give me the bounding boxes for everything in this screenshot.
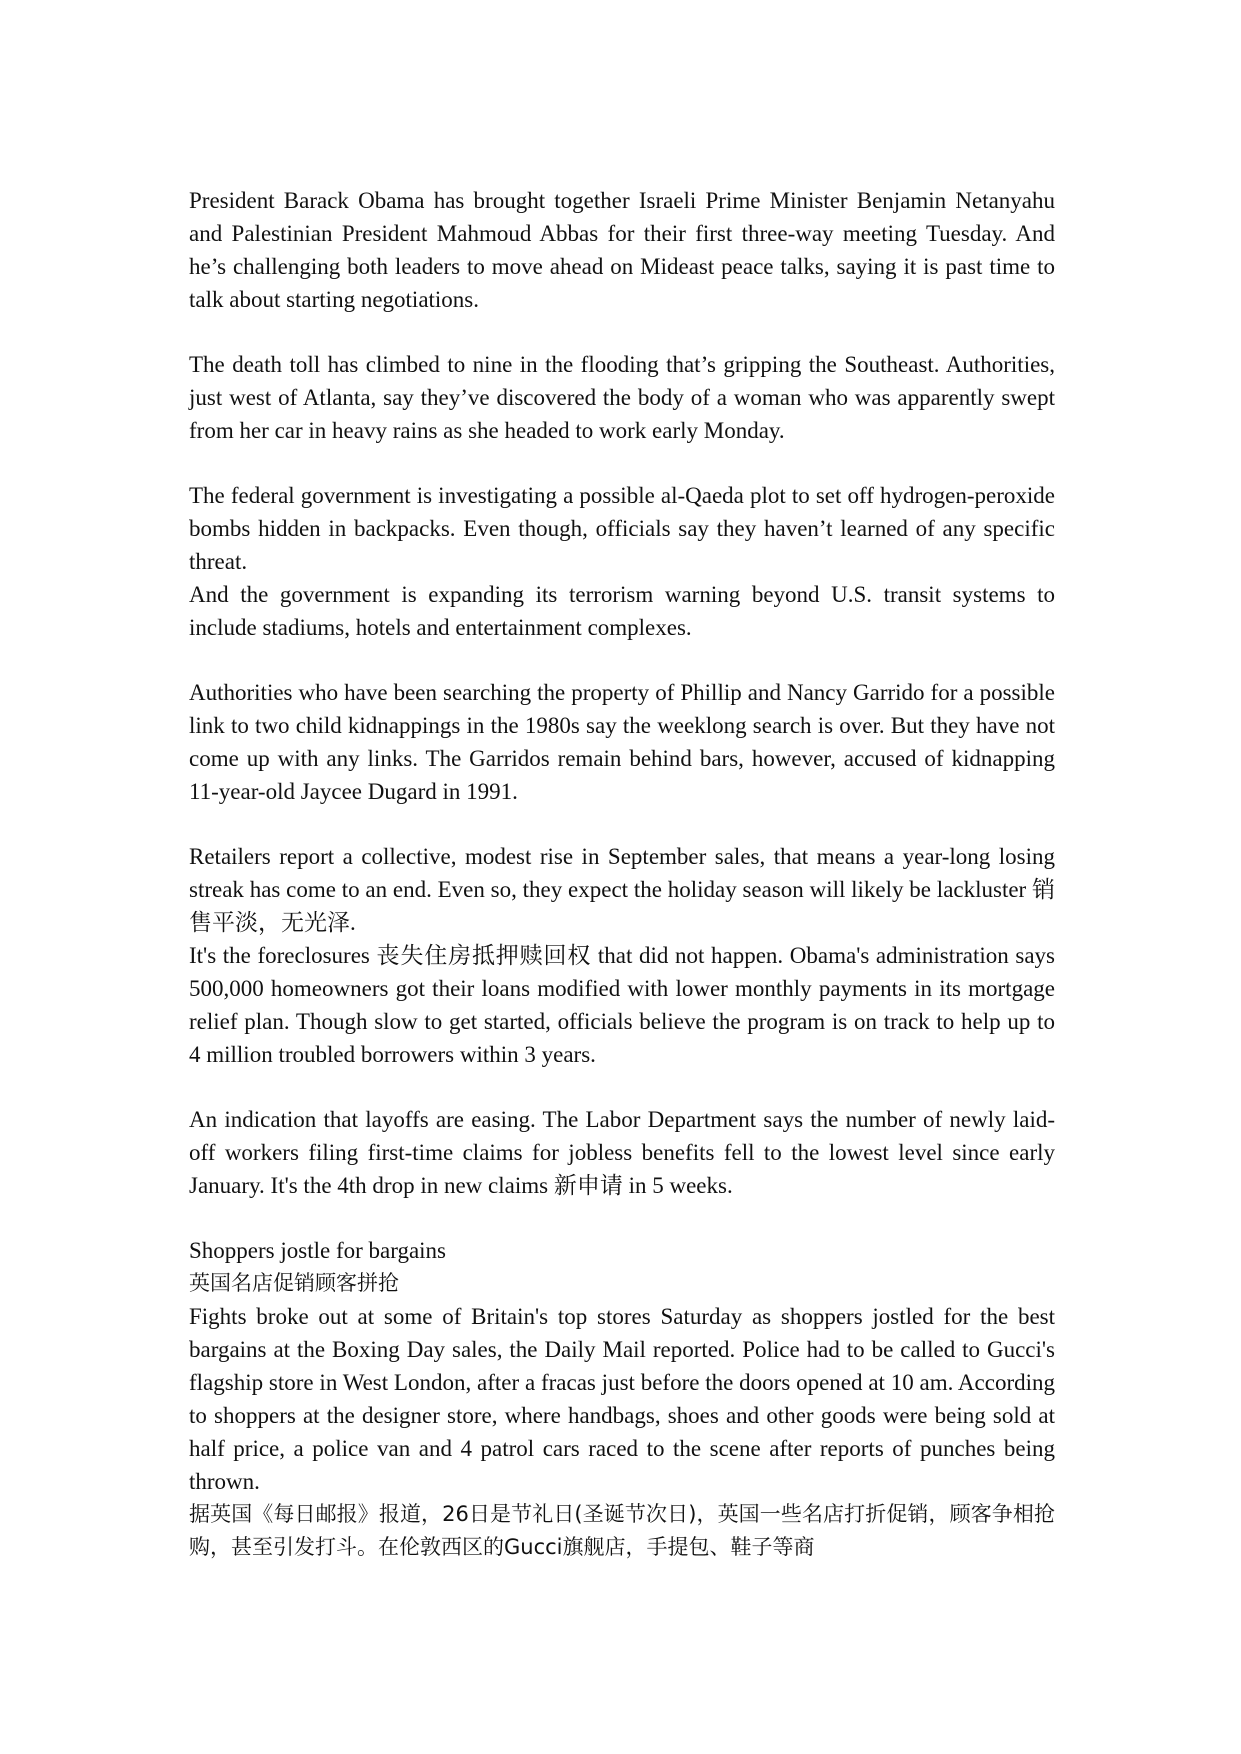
paragraph-obama-mideast: President Barack Obama has brought together Israeli Prime Minister Benjamin Netanyahu and Palestinian President Mahmoud Abbas for their first three-way meeting Tuesday. And he’s challenging both leaders to move ahead on Mideast peace talks, saying it is past time to talk about starting negotiations.	[189, 188, 1055, 312]
paragraph-garrido-search: Authorities who have been searching the property of Phillip and Nancy Garrido for a possible link to two child kidnappings in the 1980s say the weeklong search is over. But they have not come up with any links. The Garridos remain behind bars, however, accused of kidnapping 11-year-old Jaycee Dugard in 1991.	[189, 680, 1055, 804]
story-headline-english: Shoppers jostle for bargains	[189, 1238, 447, 1263]
story-headline-chinese: 英国名店促销顾客拼抢	[189, 1271, 399, 1295]
paragraph-foreclosures: It's the foreclosures 丧失住房抵押赎回权 that did not happen. Obama's administration says 500,000 homeowners got their loans modified with lower monthly payments in its mortgage relief plan. Though slow to get started, officials believe the program is on track to help up to 4 million troubled borrowers within 3 years.	[189, 943, 1055, 1067]
paragraph-flooding: The death toll has climbed to nine in the flooding that’s gripping the Southeast. Authorities, just west of Atlanta, say they’ve discovered the body of a woman who was apparently swept from her car in heavy rains as she headed to work early Monday.	[189, 352, 1055, 443]
story-body-chinese: 据英国《每日邮报》报道，26日是节礼日(圣诞节次日)，英国一些名店打折促销，顾客争相抢购，甚至引发打斗。在伦敦西区的Gucci旗舰店，手提包、鞋子等商	[189, 1502, 1055, 1559]
paragraph-layoffs: An indication that layoffs are easing. The Labor Department says the number of newly laid-off workers filing first-time claims for jobless benefits fell to the lowest level since early January. It's the 4th drop in new claims 新申请 in 5 weeks.	[189, 1107, 1055, 1198]
document-page	[189, 184, 1055, 1564]
story-body-english: Fights broke out at some of Britain's top stores Saturday as shoppers jostled for the best bargains at the Boxing Day sales, the Daily Mail reported. Police had to be called to Gucci's flagship store in West London, after a fracas just before the doors opened at 10 am. According to shoppers at the designer store, where handbags, shoes and other goods were being sold at half price, a police van and 4 patrol cars raced to the scene after reports of punches being thrown.	[189, 1304, 1055, 1494]
paragraph-terrorism-warning: And the government is expanding its terrorism warning beyond U.S. transit systems to include stadiums, hotels and entertainment complexes.	[189, 582, 1055, 640]
paragraph-retail-sales: Retailers report a collective, modest rise in September sales, that means a year-long losing streak has come to an end. Even so, they expect the holiday season will likely be lackluster 销售平淡，无光泽.	[189, 844, 1055, 935]
paragraph-al-qaeda-plot: The federal government is investigating a possible al-Qaeda plot to set off hydrogen-peroxide bombs hidden in backpacks. Even though, officials say they haven’t learned of any specific threat.	[189, 483, 1055, 574]
